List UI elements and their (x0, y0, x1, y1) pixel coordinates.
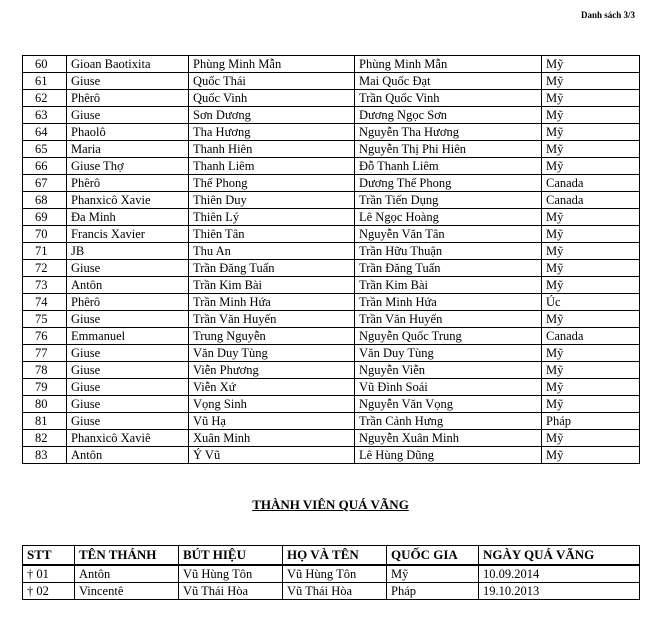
saint-name: Giuse (67, 73, 189, 90)
pen-name: Thiên Duy (189, 192, 355, 209)
country: Mỹ (542, 277, 640, 294)
country: Mỹ (542, 90, 640, 107)
deceased-header-row (23, 546, 640, 566)
country: Mỹ (542, 56, 640, 73)
members-table-body (23, 56, 640, 464)
member-number: 76 (23, 328, 67, 345)
full-name: Lê Hùng Dũng (355, 447, 542, 464)
full-name: Trần Quốc Vinh (355, 90, 542, 107)
table-row (23, 396, 640, 413)
pen-name: Thanh Hiên (189, 141, 355, 158)
saint-name: JB (67, 243, 189, 260)
country: Mỹ (542, 379, 640, 396)
full-name: Nguyễn Viễn (355, 362, 542, 379)
saint-name: Giuse (67, 396, 189, 413)
full-name: Nguyễn Tha Hương (355, 124, 542, 141)
header-quoc-gia: QUỐC GIA (387, 546, 479, 566)
full-name: Dương Thế Phong (355, 175, 542, 192)
pen-name: Trần Minh Hứa (189, 294, 355, 311)
table-row (23, 243, 640, 260)
saint-name: Antôn (67, 447, 189, 464)
pen-name: Thu An (189, 243, 355, 260)
table-row (23, 413, 640, 430)
members-table (22, 55, 640, 464)
saint-name: Giuse (67, 345, 189, 362)
saint-name: Phanxicô Xavie (67, 192, 189, 209)
full-name: Trần Tiến Dụng (355, 192, 542, 209)
pen-name: Viễn Xứ (189, 379, 355, 396)
full-name: Vũ Hùng Tôn (283, 565, 387, 583)
pen-name: Xuân Minh (189, 430, 355, 447)
pen-name: Viễn Phương (189, 362, 355, 379)
saint-name: Giuse (67, 311, 189, 328)
pen-name: Trần Đăng Tuấn (189, 260, 355, 277)
table-row (23, 175, 640, 192)
page-label: Danh sách 3/3 (580, 10, 635, 20)
table-row (23, 430, 640, 447)
country: Mỹ (542, 209, 640, 226)
saint-name: Giuse Thợ (67, 158, 189, 175)
member-number: 83 (23, 447, 67, 464)
pen-name: Trần Kim Bài (189, 277, 355, 294)
member-number: 64 (23, 124, 67, 141)
header-ten-thanh: TÊN THÁNH (75, 546, 179, 566)
country: Mỹ (542, 396, 640, 413)
date-of-passing: 10.09.2014 (479, 565, 640, 583)
full-name: Nguyễn Xuân Minh (355, 430, 542, 447)
table-row (23, 379, 640, 396)
country: Mỹ (542, 260, 640, 277)
member-number: 67 (23, 175, 67, 192)
country: Pháp (387, 583, 479, 600)
table-row (23, 141, 640, 158)
deceased-number: † 01 (23, 565, 75, 583)
full-name: Trần Hữu Thuận (355, 243, 542, 260)
pen-name: Tha Hương (189, 124, 355, 141)
header-stt: STT (23, 546, 75, 566)
table-row (23, 158, 640, 175)
saint-name: Antôn (75, 565, 179, 583)
saint-name: Giuse (67, 362, 189, 379)
pen-name: Quốc Thái (189, 73, 355, 90)
full-name: Nguyễn Thị Phi Hiên (355, 141, 542, 158)
full-name: Phùng Minh Mẫn (355, 56, 542, 73)
deceased-table-body (23, 565, 640, 600)
full-name: Nguyễn Văn Vọng (355, 396, 542, 413)
saint-name: Giuse (67, 260, 189, 277)
table-row (23, 277, 640, 294)
table-row (23, 447, 640, 464)
header-ho-va-ten: HỌ VÀ TÊN (283, 546, 387, 566)
full-name: Văn Duy Tùng (355, 345, 542, 362)
deceased-table (22, 545, 640, 600)
saint-name: Giuse (67, 413, 189, 430)
saint-name: Đa Minh (67, 209, 189, 226)
table-row (23, 565, 640, 583)
country: Mỹ (542, 430, 640, 447)
pen-name: Phùng Minh Mẫn (189, 56, 355, 73)
pen-name: Thiên Lý (189, 209, 355, 226)
pen-name: Văn Duy Tùng (189, 345, 355, 362)
member-number: 61 (23, 73, 67, 90)
saint-name: Emmanuel (67, 328, 189, 345)
member-number: 65 (23, 141, 67, 158)
full-name: Trần Văn Huyến (355, 311, 542, 328)
pen-name: Vọng Sinh (189, 396, 355, 413)
full-name: Mai Quốc Đạt (355, 73, 542, 90)
pen-name: Thiên Tân (189, 226, 355, 243)
table-row (23, 362, 640, 379)
country: Mỹ (542, 158, 640, 175)
saint-name: Antôn (67, 277, 189, 294)
full-name: Vũ Đình Soái (355, 379, 542, 396)
member-number: 75 (23, 311, 67, 328)
table-row (23, 192, 640, 209)
saint-name: Phêrô (67, 175, 189, 192)
table-row (23, 124, 640, 141)
country: Mỹ (542, 311, 640, 328)
pen-name: Trung Nguyễn (189, 328, 355, 345)
member-number: 68 (23, 192, 67, 209)
member-number: 74 (23, 294, 67, 311)
member-number: 60 (23, 56, 67, 73)
member-number: 73 (23, 277, 67, 294)
saint-name: Phanxicô Xaviê (67, 430, 189, 447)
saint-name: Phêrô (67, 294, 189, 311)
member-number: 80 (23, 396, 67, 413)
full-name: Dương Ngọc Sơn (355, 107, 542, 124)
country: Mỹ (542, 362, 640, 379)
member-number: 69 (23, 209, 67, 226)
full-name: Nguyễn Văn Tân (355, 226, 542, 243)
saint-name: Gioan Baotixita (67, 56, 189, 73)
table-row (23, 209, 640, 226)
country: Úc (542, 294, 640, 311)
country: Mỹ (542, 73, 640, 90)
pen-name: Thế Phong (189, 175, 355, 192)
full-name: Nguyễn Quốc Trung (355, 328, 542, 345)
table-row (23, 583, 640, 600)
pen-name: Sơn Dương (189, 107, 355, 124)
country: Mỹ (542, 107, 640, 124)
saint-name: Vincentê (75, 583, 179, 600)
member-number: 62 (23, 90, 67, 107)
member-number: 72 (23, 260, 67, 277)
country: Mỹ (542, 141, 640, 158)
country: Mỹ (542, 243, 640, 260)
saint-name: Giuse (67, 379, 189, 396)
deceased-number: † 02 (23, 583, 75, 600)
member-number: 71 (23, 243, 67, 260)
full-name: Trần Kim Bài (355, 277, 542, 294)
member-number: 82 (23, 430, 67, 447)
table-row (23, 56, 640, 73)
saint-name: Phaolô (67, 124, 189, 141)
member-number: 70 (23, 226, 67, 243)
table-row (23, 311, 640, 328)
country: Canada (542, 175, 640, 192)
member-number: 81 (23, 413, 67, 430)
pen-name: Quốc Vinh (189, 90, 355, 107)
country: Mỹ (542, 124, 640, 141)
table-row (23, 328, 640, 345)
pen-name: Trần Văn Huyến (189, 311, 355, 328)
table-row (23, 345, 640, 362)
country: Pháp (542, 413, 640, 430)
full-name: Lê Ngọc Hoàng (355, 209, 542, 226)
country: Canada (542, 192, 640, 209)
member-number: 66 (23, 158, 67, 175)
full-name: Đỗ Thanh Liêm (355, 158, 542, 175)
table-row (23, 226, 640, 243)
table-row (23, 73, 640, 90)
header-ngay-qua-vang: NGÀY QUÁ VÃNG (479, 546, 640, 566)
table-row (23, 107, 640, 124)
deceased-section-title: THÀNH VIÊN QUÁ VÃNG (252, 497, 409, 512)
member-number: 63 (23, 107, 67, 124)
pen-name: Ý Vũ (189, 447, 355, 464)
saint-name: Phêrô (67, 90, 189, 107)
country: Mỹ (542, 345, 640, 362)
country: Canada (542, 328, 640, 345)
country: Mỹ (542, 447, 640, 464)
saint-name: Maria (67, 141, 189, 158)
full-name: Trần Minh Hứa (355, 294, 542, 311)
pen-name: Vũ Hùng Tôn (179, 565, 283, 583)
date-of-passing: 19.10.2013 (479, 583, 640, 600)
member-number: 79 (23, 379, 67, 396)
table-row (23, 90, 640, 107)
full-name: Trần Cảnh Hưng (355, 413, 542, 430)
table-row (23, 260, 640, 277)
pen-name: Thanh Liêm (189, 158, 355, 175)
table-row (23, 294, 640, 311)
header-but-hieu: BÚT HIỆU (179, 546, 283, 566)
member-number: 77 (23, 345, 67, 362)
full-name: Vũ Thái Hòa (283, 583, 387, 600)
saint-name: Francis Xavier (67, 226, 189, 243)
saint-name: Giuse (67, 107, 189, 124)
country: Mỹ (542, 226, 640, 243)
member-number: 78 (23, 362, 67, 379)
pen-name: Vũ Thái Hòa (179, 583, 283, 600)
pen-name: Vũ Hạ (189, 413, 355, 430)
country: Mỹ (387, 565, 479, 583)
full-name: Trần Đăng Tuấn (355, 260, 542, 277)
